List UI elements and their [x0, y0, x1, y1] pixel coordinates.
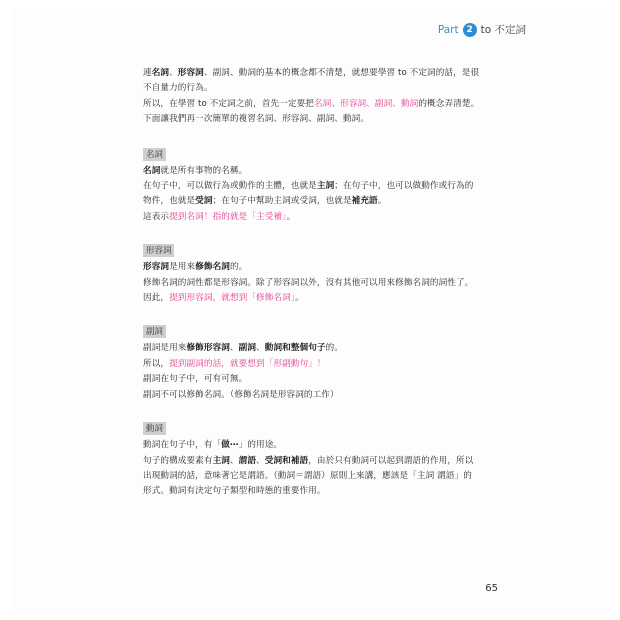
section-tag: 動詞: [143, 422, 166, 435]
section-line: [143, 260, 488, 275]
text: 、副詞、動詞的基本的概念都不清楚，就想要學習 to 不定詞的話，是很: [203, 68, 480, 78]
pink-term: 提到形容詞，就想到「修飾名詞」: [169, 293, 296, 304]
section-tag: 名詞: [143, 148, 166, 161]
section-verb: [143, 422, 488, 500]
section-line: [143, 210, 488, 225]
pink-term: 提到名詞！指的就是「主受補」: [169, 211, 287, 222]
bold-term: 做⋯: [221, 440, 239, 451]
text: 的概念弄清楚。: [418, 98, 480, 109]
section-line: [143, 438, 488, 453]
bold-term: 形容詞: [177, 68, 204, 78]
section-tag: 副詞: [143, 325, 166, 338]
section-line: [143, 179, 488, 194]
text: 、: [256, 455, 265, 466]
bold-term: 修飾形容詞: [186, 343, 230, 354]
text: 、: [169, 68, 178, 78]
text: 。: [286, 211, 296, 222]
page-number: 65: [485, 583, 498, 594]
text: 。: [377, 196, 387, 207]
intro-line: [143, 66, 488, 81]
section-line: [143, 164, 488, 179]
text: 因此，: [143, 293, 170, 304]
bold-term: 動詞和整個句子: [264, 343, 326, 354]
text: 所以，: [143, 358, 170, 369]
text: 的。: [229, 262, 248, 273]
bold-term: 主詞: [212, 455, 230, 466]
text: 、: [229, 343, 239, 354]
part-label: Part: [437, 23, 459, 36]
bold-term: 名詞: [143, 165, 161, 176]
section-line: 修飾名詞的詞性都是形容詞。除了形容詞以外，沒有其他可以用來修飾名詞的詞性了。: [143, 277, 474, 288]
running-header: [438, 22, 526, 37]
pink-term: 、: [392, 98, 401, 109]
text: ，由於只有動詞可以起到謂語的作用，所以: [308, 455, 474, 466]
section-line: [143, 454, 488, 469]
text: 」的用途。: [238, 440, 283, 451]
text: 。: [295, 293, 304, 304]
pink-term: ！: [316, 358, 326, 369]
section-line: 副詞不可以修飾名詞。（修飾名詞是形容詞的工作）: [143, 389, 339, 400]
bold-term: 形容詞: [143, 262, 170, 273]
bold-term: 受詞: [195, 196, 213, 207]
section-adjective: [143, 244, 488, 306]
text: 動詞在句子中，有「: [143, 440, 222, 451]
pink-term: 、: [366, 98, 375, 109]
text: 、: [256, 343, 265, 354]
section-line: [143, 341, 488, 356]
text: 連: [143, 68, 152, 78]
text: 句子的構成要素有: [143, 455, 213, 466]
text: ；在句子中，也可以做動作或行為的: [334, 181, 474, 192]
bold-term: 名詞: [151, 68, 170, 78]
text: 物件，也就是: [143, 196, 196, 207]
bold-term: 副詞: [238, 343, 257, 354]
text: 副詞是用來: [143, 343, 187, 354]
text: 在句子中，可以做行為或動作的主體，也就是: [143, 181, 317, 192]
intro-line: [143, 97, 488, 112]
section-tag: 形容詞: [143, 244, 174, 257]
pink-term: 副詞: [374, 98, 393, 109]
pink-term: 提到副詞的話，就要想到「形副動句」: [169, 358, 317, 369]
pink-term: 、: [331, 98, 341, 109]
intro-paragraph: [143, 66, 488, 128]
text: 所以，在學習 to 不定詞之前，首先一定要把: [143, 98, 314, 109]
text: ；在句子中幫助主詞或受詞，也就是: [212, 196, 352, 207]
intro-line: 下面讓我們再一次簡單的複習名詞、形容詞、副詞、動詞。: [143, 114, 370, 125]
section-line: 副詞在句子中，可有可無。: [143, 374, 248, 385]
bold-term: 受詞和補語: [264, 455, 309, 466]
bold-term: 謂語: [238, 455, 257, 466]
text: 就是所有事物的名稱。: [160, 165, 248, 176]
section-line: [143, 357, 488, 372]
text: 這表示: [143, 211, 170, 222]
chapter-title: to 不定詞: [480, 24, 526, 36]
section-line: [143, 194, 488, 209]
pink-term: 形容詞: [340, 98, 367, 109]
section-line: [143, 291, 488, 306]
text: 、: [229, 455, 239, 466]
page-content: [143, 66, 488, 519]
section-line: 形式。動詞有決定句子類型和時態的重要作用。: [143, 486, 326, 497]
text: 是用來: [169, 262, 196, 273]
bold-term: 主詞: [316, 181, 335, 192]
pink-term: 名詞: [313, 98, 332, 109]
pink-term: 動詞: [400, 98, 419, 109]
text: 的。: [325, 343, 344, 354]
intro-line: 不自量力的行為。: [143, 83, 213, 94]
bold-term: 補充語: [351, 196, 378, 207]
section-line: 出現動詞的話，意味著它是謂語。（動詞＝謂語）原則上來講，應該是「主詞 謂語」的: [143, 470, 472, 481]
bold-term: 修飾名詞: [195, 262, 230, 273]
part-number-badge: 2: [463, 23, 477, 37]
section-adverb: [143, 325, 488, 403]
section-noun: [143, 148, 488, 226]
